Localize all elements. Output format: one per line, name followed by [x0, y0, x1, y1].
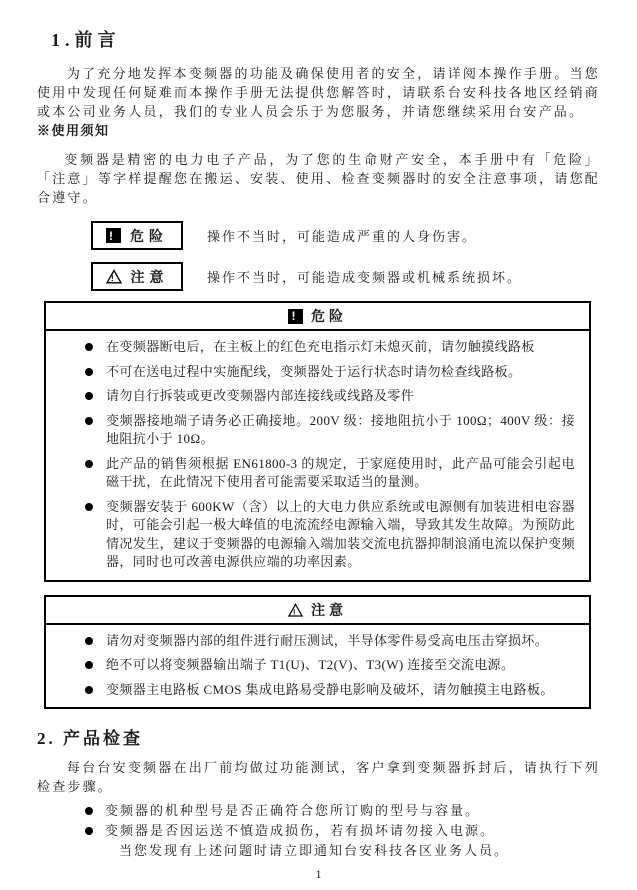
- danger-box-title: 危险: [311, 310, 347, 325]
- caution-badge-desc: 操作不当时，可能造成变频器或机械系统损坏。: [207, 270, 523, 285]
- danger-badge: [91, 221, 183, 250]
- caution-box-item: 绝不可以将变频器输出端子 T1(U)、T2(V)、T3(W) 连接至交流电源。: [106, 656, 575, 675]
- danger-box-item: 请勿自行拆装或更改变频器内部连接线或线路及零件: [106, 387, 575, 406]
- caution-box-item: 请勿对变频器内部的组件进行耐压测试，半导体零件易受高电压击穿损坏。: [106, 632, 575, 651]
- danger-badge-label: 危险: [130, 229, 168, 245]
- danger-box-item: 变频器安装于 600KW（含）以上的大电力供应系统或电源侧有加装进相电容器时，可能会引起一极大峰值的电流流经电源输入端，导致其发生故障。为预防此情况发生，建议于变频器的电源输入端加装交流电抗器抑制浪涌电流以保护变频器，同时也可改善电源供应端的功率因素。: [106, 498, 575, 572]
- danger-box-item: 此产品的销售须根据 EN61800-3 的规定，于家庭使用时，此产品可能会引起电磁干扰，在此情况下使用者可能需要采取适当的量测。: [106, 455, 575, 492]
- section2-intro: 每台台安变频器在出厂前均做过功能测试，客户拿到变频器拆封后，请执行下列检查步骤。: [37, 760, 600, 794]
- section2-title: 2. 产品检查: [37, 729, 143, 748]
- usage-note-label: ※使用须知: [37, 123, 110, 138]
- caution-box-item: 变频器主电路板 CMOS 集成电路易受静电影响及破坏，请勿触摸主电路板。: [106, 681, 575, 700]
- section1-title: 1.前言: [51, 30, 121, 50]
- svg-text:!: !: [110, 274, 117, 284]
- danger-square-icon: !: [106, 228, 121, 243]
- danger-box-item: 在变频器断电后，在主板上的红色充电指示灯未熄灭前，请勿触摸线路板: [106, 338, 575, 357]
- svg-text:!: !: [293, 606, 298, 616]
- checklist-item: 变频器的机种型号是否正确符合您所订购的型号与容量。: [105, 801, 600, 821]
- intro-paragraph: 为了充分地发挥本变频器的功能及确保使用者的安全，请详阅本操作手册。当您使用中发现任何疑难而本操作手册无法提供您解答时，请联系台安科技各地区经销商或本公司业务人员，我们的专业人员会乐于为您服务，并请您继续采用台安产品。: [37, 66, 600, 119]
- danger-box-item: 变频器接地端子请务必正确接地。200V 级：接地阻抗小于 100Ω；400V 级：接地阻抗小于 10Ω。: [106, 412, 575, 449]
- danger-legend-row: [91, 221, 600, 250]
- caution-triangle-icon: [288, 603, 303, 617]
- checklist-item: 变频器是否因运送不慎造成损伤，若有损坏请勿接入电源。: [105, 821, 600, 841]
- danger-badge-desc: 操作不当时，可能造成严重的人身伤害。: [207, 229, 478, 244]
- caution-box: [44, 595, 591, 710]
- danger-box: [44, 301, 591, 582]
- danger-box-list: [46, 331, 589, 580]
- danger-box-header: [46, 303, 589, 331]
- caution-box-title: 注意: [311, 603, 347, 619]
- caution-badge: [91, 262, 183, 291]
- caution-triangle-icon: [106, 269, 122, 284]
- caution-legend-row: [91, 262, 600, 291]
- safety-paragraph: 变频器是精密的电力电子产品，为了您的生命财产安全，本手册中有「危险」「注意」等字样提醒您在搬运、安装、使用、检查变频器时的安全注意事项，请您配合遵守。: [37, 152, 600, 205]
- caution-box-list: [46, 625, 589, 708]
- danger-box-item: 不可在送电过程中实施配线，变频器处于运行状态时请勿检查线路板。: [106, 363, 575, 382]
- caution-box-header: [46, 597, 589, 625]
- danger-square-icon: !: [288, 309, 303, 324]
- product-checklist: [37, 801, 600, 841]
- page-number: 1: [315, 867, 322, 881]
- caution-badge-label: 注意: [130, 270, 169, 286]
- checklist-note: 当您发现有上述问题时请立即通知台安科技各区业务人员。: [119, 843, 510, 858]
